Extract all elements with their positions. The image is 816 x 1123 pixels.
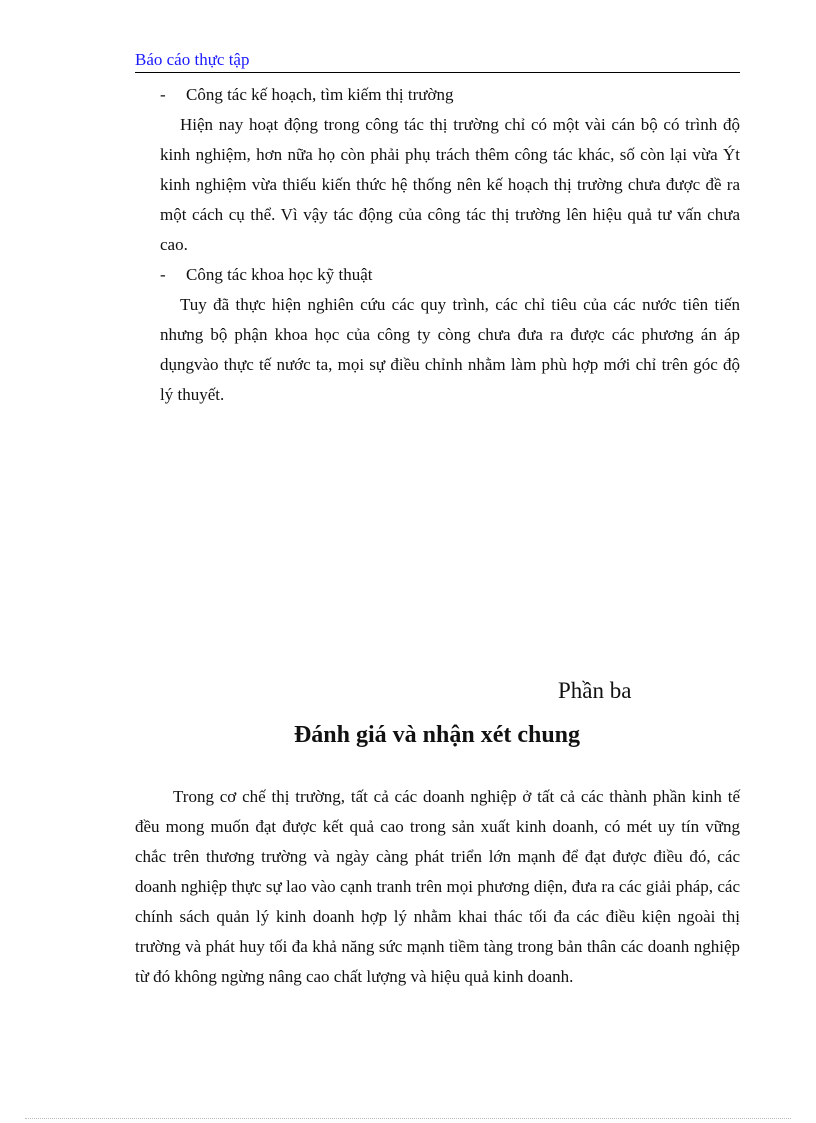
header-title: Báo cáo thực tập <box>135 50 250 69</box>
bullet-dash: - <box>160 85 166 104</box>
paragraph-science: Tuy đã thực hiện nghiên cứu các quy trình, các chỉ tiêu của các nước tiên tiến nhưng bộ phận khoa học của công ty còng chưa đưa ra được các phương án áp dụngvào thực tế nước ta, mọi sự điều chỉnh nhằm làm phù hợp mới chỉ trên góc độ lý thuyết. <box>160 295 740 404</box>
bullet-label: Công tác khoa học kỹ thuật <box>186 265 373 284</box>
bullet-dash: - <box>160 265 166 284</box>
part-label: Phần ba <box>558 678 632 703</box>
bullet-item-planning <box>160 85 453 105</box>
bullet-label: Công tác kế hoạch, tìm kiếm thị trường <box>186 85 454 104</box>
page-bottom-divider <box>25 1118 791 1119</box>
bullet-item-science <box>160 265 373 285</box>
paragraph-planning: Hiện nay hoạt động trong công tác thị trường chỉ có một vài cán bộ có trình độ kinh nghiệm, hơn nữa họ còn phải phụ trách thêm công tác khác, số còn lại vừa Ýt kinh nghiệm vừa thiếu kiến thức hệ thống nên kế hoạch thị trường chưa được đề ra một cách cụ thể. Vì vậy tác động của công tác thị trường lên hiệu quả tư vấn chưa cao. <box>160 115 740 254</box>
chapter-title: Đánh giá và nhận xét chung <box>293 722 581 748</box>
body-paragraph: Trong cơ chế thị trường, tất cả các doanh nghiệp ở tất cả các thành phần kinh tế đều mong muốn đạt được kết quả cao trong sản xuất kinh doanh, có mét uy tín vững chắc trên thương trường và ngày càng phát triển lớn mạnh để đạt được điều đó, các doanh nghiệp thực sự lao vào cạnh tranh trên mọi phương diện, đưa ra các giải pháp, các chính sách quản lý kinh doanh hợp lý nhằm khai thác tối đa các điều kiện ngoài thị trường và phát huy tối đa khả năng sức mạnh tiềm tàng trong bản thân các doanh nghiệp từ đó không ngừng nâng cao chất lượng và hiệu quả kinh doanh. <box>135 787 740 986</box>
page-header <box>135 50 740 73</box>
